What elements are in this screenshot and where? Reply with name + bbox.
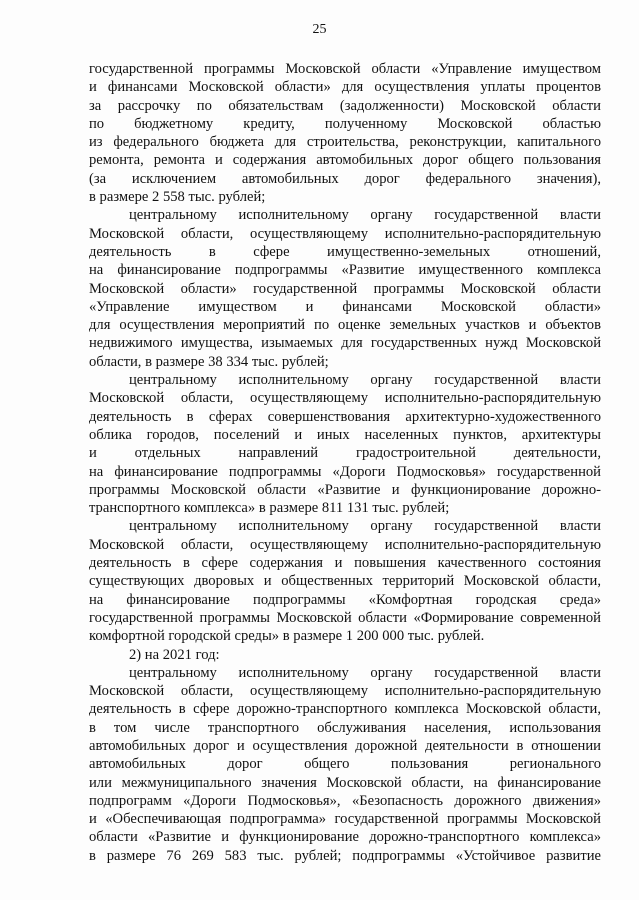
text-line: за рассрочку по обязательствам (задолженности) Московской области <box>89 97 601 114</box>
text-line: автомобильных дорог общего пользования регионального <box>89 756 601 773</box>
page-number: 25 <box>312 22 327 37</box>
paragraph-first-line: центральному исполнительному органу государственной власти <box>129 518 601 535</box>
text-line: облика городов, поселений и иных населенных пунктов, архитектуры <box>89 426 601 443</box>
text-line: из федерального бюджета для строительства, реконструкции, капитального <box>89 134 601 151</box>
text-line: недвижимого имущества, изымаемых для государственных нужд Московской <box>89 335 601 352</box>
text-line: программы Московской области «Развитие и функционирование дорожно- <box>89 481 601 498</box>
text-line: и отдельных направлений градостроительной деятельности, <box>89 445 601 462</box>
text-line: в размере 2 558 тыс. рублей; <box>89 189 266 206</box>
paragraph-first-line: центральному исполнительному органу государственной власти <box>129 207 601 224</box>
text-line: в том числе транспортного обслуживания населения, использования <box>89 719 601 736</box>
text-line: автомобильных дорог и осуществления дорожной деятельности в отношении <box>89 737 601 754</box>
text-line: Московской области, осуществляющему исполнительно-распорядительную <box>89 390 601 407</box>
text-line: транспортного комплекса» в размере 811 131 тыс. рублей; <box>89 500 450 517</box>
text-line: деятельность в сфере дорожно-транспортного комплекса Московской области, <box>89 701 601 718</box>
text-line: существующих дворовых и общественных территорий Московской области, <box>89 573 601 590</box>
text-line: или межмуниципального значения Московской области, на финансирование <box>89 774 601 791</box>
text-line: ремонта, ремонта и содержания автомобильных дорог общего пользования <box>89 152 601 169</box>
text-line: деятельность в сфере имущественно-земельных отношений, <box>89 243 601 260</box>
text-line: подпрограмм «Дороги Подмосковья», «Безопасность дорожного движения» <box>89 792 601 809</box>
text-line: для осуществления мероприятий по оценке земельных участков и объектов <box>89 317 601 334</box>
body-text <box>89 60 601 865</box>
text-line: Московской области» государственной программы Московской области <box>89 280 601 297</box>
text-line: области «Развитие и функционирование дорожно-транспортного комплекса» <box>89 829 601 846</box>
text-line: на финансирование подпрограммы «Развитие имущественного комплекса <box>89 262 601 279</box>
text-line: и финансами Московской области» для осуществления уплаты процентов <box>89 79 601 96</box>
text-line: деятельность в сферах совершенствования архитектурно-художественного <box>89 408 601 425</box>
paragraph-first-line: центральному исполнительному органу государственной власти <box>129 664 601 681</box>
text-line: государственной программы Московской области «Управление имуществом <box>89 61 601 77</box>
paragraph-first-line: центральному исполнительному органу государственной власти <box>129 372 601 389</box>
text-line: на финансирование подпрограммы «Комфортная городская среда» <box>89 591 601 608</box>
section-heading: 2) на 2021 год: <box>129 646 220 663</box>
text-line: комфортной городской среды» в размере 1 200 000 тыс. рублей. <box>89 628 485 645</box>
text-line: деятельность в сфере содержания и повышения качественного состояния <box>89 555 601 572</box>
text-line: «Управление имуществом и финансами Московской области» <box>89 298 601 315</box>
text-line: Московской области, осуществляющему исполнительно-распорядительную <box>89 225 601 242</box>
text-line: Московской области, осуществляющему исполнительно-распорядительную <box>89 683 601 700</box>
text-line: области, в размере 38 334 тыс. рублей; <box>89 353 329 370</box>
text-line: в размере 76 269 583 тыс. рублей; подпрограммы «Устойчивое развитие <box>89 847 601 864</box>
text-line: и «Обеспечивающая подпрограмма» государственной программы Московской <box>89 811 601 828</box>
text-line: государственной программы Московской области «Формирование современной <box>89 609 601 626</box>
text-line: на финансирование подпрограммы «Дороги Подмосковья» государственной <box>89 463 601 480</box>
text-line: по бюджетному кредиту, полученному Московской областью <box>89 115 601 132</box>
text-line: Московской области, осуществляющему исполнительно-распорядительную <box>89 536 601 553</box>
text-line: (за исключением автомобильных дорог федерального значения), <box>89 170 601 187</box>
